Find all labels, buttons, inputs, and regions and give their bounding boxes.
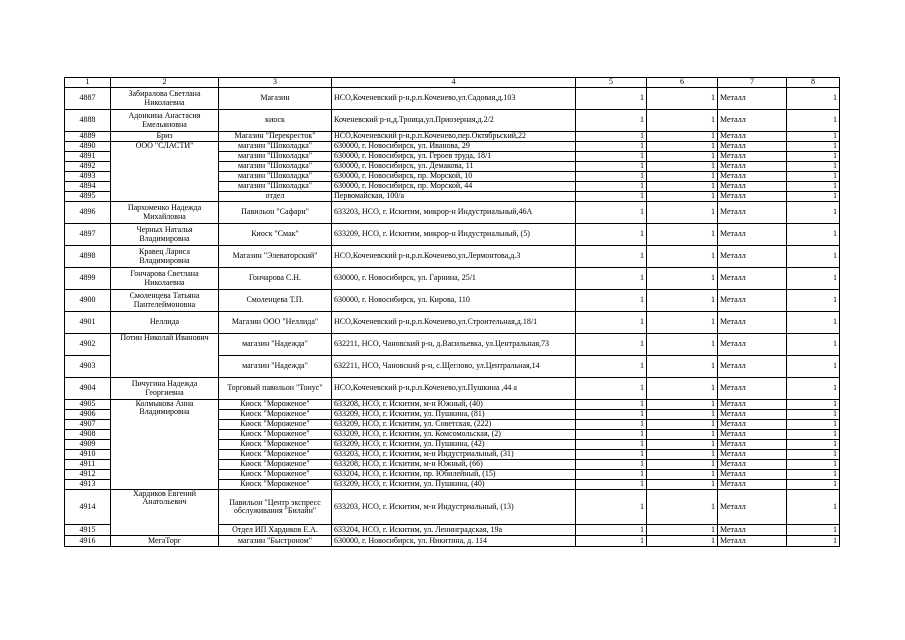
owner-cell: Смоленцева Татьяна Пантелеймоновна bbox=[111, 290, 219, 312]
count-cell: 1 bbox=[787, 192, 840, 202]
object-cell: Павильон "Центр экспресс обслуживания "Билайн" bbox=[219, 490, 332, 525]
count-cell: 1 bbox=[647, 110, 718, 132]
count-cell: 1 bbox=[576, 224, 647, 246]
address-cell: 630000, г. Новосибирск, ул. Героев труда, 18/1 bbox=[332, 152, 576, 162]
count-cell: 1 bbox=[576, 192, 647, 202]
count-cell: 1 bbox=[647, 356, 718, 378]
object-cell: магазин "Шоколадка" bbox=[219, 182, 332, 192]
material-cell: Металл bbox=[718, 378, 787, 400]
table-row bbox=[65, 334, 840, 356]
object-cell: Магазин bbox=[219, 88, 332, 110]
table-row bbox=[65, 400, 840, 410]
address-cell: 630000, г. Новосибирск, ул. Кирова, 110 bbox=[332, 290, 576, 312]
row-number-cell: 4909 bbox=[65, 440, 111, 450]
column-number-row bbox=[65, 78, 840, 88]
material-cell: Металл bbox=[718, 356, 787, 378]
count-cell: 1 bbox=[787, 202, 840, 224]
count-cell: 1 bbox=[647, 192, 718, 202]
row-number-cell: 4890 bbox=[65, 142, 111, 152]
count-cell: 1 bbox=[576, 88, 647, 110]
column-header: 1 bbox=[65, 78, 111, 88]
address-cell: 633204, НСО, г. Искитим, пр. Юбилейный, (15) bbox=[332, 470, 576, 480]
count-cell: 1 bbox=[647, 420, 718, 430]
owner-cell: Пархоменко Надежда Михайловна bbox=[111, 202, 219, 224]
count-cell: 1 bbox=[787, 400, 840, 410]
row-number-cell: 4887 bbox=[65, 88, 111, 110]
count-cell: 1 bbox=[787, 312, 840, 334]
count-cell: 1 bbox=[576, 400, 647, 410]
owner-cell: Черных Наталья Владимировна bbox=[111, 224, 219, 246]
object-cell: Киоск "Мороженое" bbox=[219, 450, 332, 460]
material-cell: Металл bbox=[718, 450, 787, 460]
owner-cell: Бриз bbox=[111, 132, 219, 142]
count-cell: 1 bbox=[576, 172, 647, 182]
count-cell: 1 bbox=[647, 162, 718, 172]
owner-cell: Забиралова Светлана Николаевна bbox=[111, 88, 219, 110]
table-row bbox=[65, 536, 840, 547]
count-cell: 1 bbox=[787, 460, 840, 470]
column-header: 6 bbox=[647, 78, 718, 88]
count-cell: 1 bbox=[576, 525, 647, 536]
material-cell: Металл bbox=[718, 490, 787, 525]
count-cell: 1 bbox=[787, 378, 840, 400]
address-cell: 633203, НСО, г. Искитим, м-н Индустриальный, (13) bbox=[332, 490, 576, 525]
object-cell: киоск bbox=[219, 110, 332, 132]
count-cell: 1 bbox=[647, 224, 718, 246]
row-number-cell: 4889 bbox=[65, 132, 111, 142]
table-row bbox=[65, 224, 840, 246]
count-cell: 1 bbox=[576, 480, 647, 490]
address-cell: Коченевский р-н,д.Троица,ул.Приозерная,д.2/2 bbox=[332, 110, 576, 132]
material-cell: Металл bbox=[718, 400, 787, 410]
table-row bbox=[65, 110, 840, 132]
material-cell: Металл bbox=[718, 132, 787, 142]
count-cell: 1 bbox=[787, 410, 840, 420]
row-number-cell: 4896 bbox=[65, 202, 111, 224]
address-cell: 633204, НСО, г. Искитим, ул. Ленинградская, 19а bbox=[332, 525, 576, 536]
count-cell: 1 bbox=[787, 268, 840, 290]
address-cell: 630000, г. Новосибирск, ул. Иванова, 29 bbox=[332, 142, 576, 152]
row-number-cell: 4891 bbox=[65, 152, 111, 162]
row-number-cell: 4902 bbox=[65, 334, 111, 356]
material-cell: Металл bbox=[718, 162, 787, 172]
object-cell: отдел bbox=[219, 192, 332, 202]
count-cell: 1 bbox=[576, 290, 647, 312]
count-cell: 1 bbox=[647, 142, 718, 152]
table-row bbox=[65, 246, 840, 268]
address-cell: 633209, НСО, г. Искитим, ул. Пушкина, (42) bbox=[332, 440, 576, 450]
count-cell: 1 bbox=[647, 410, 718, 420]
material-cell: Металл bbox=[718, 480, 787, 490]
owner-cell: Адонкина Анастасия Емельяновна bbox=[111, 110, 219, 132]
row-number-cell: 4903 bbox=[65, 356, 111, 378]
address-cell: 632211, НСО, Чановский р-н, с.Щеглово, ул.Центральная,14 bbox=[332, 356, 576, 378]
material-cell: Металл bbox=[718, 142, 787, 152]
count-cell: 1 bbox=[787, 88, 840, 110]
row-number-cell: 4900 bbox=[65, 290, 111, 312]
count-cell: 1 bbox=[647, 440, 718, 450]
table-row bbox=[65, 490, 840, 525]
owner-cell: Неллида bbox=[111, 312, 219, 334]
material-cell: Металл bbox=[718, 88, 787, 110]
table-body bbox=[65, 78, 840, 547]
address-cell: 630000, г. Новосибирск, ул. Демакова, 11 bbox=[332, 162, 576, 172]
material-cell: Металл bbox=[718, 290, 787, 312]
count-cell: 1 bbox=[787, 132, 840, 142]
count-cell: 1 bbox=[647, 132, 718, 142]
object-cell: Киоск "Мороженое" bbox=[219, 430, 332, 440]
table-row bbox=[65, 268, 840, 290]
object-cell: магазин "Шоколадка" bbox=[219, 152, 332, 162]
address-cell: НСО,Коченевский р-н,р.п.Коченево,ул.Садовая,д.103 bbox=[332, 88, 576, 110]
row-number-cell: 4914 bbox=[65, 490, 111, 525]
object-cell: Киоск "Смак" bbox=[219, 224, 332, 246]
owner-cell: ООО "СЛАСТИ" bbox=[111, 142, 219, 202]
count-cell: 1 bbox=[576, 246, 647, 268]
row-number-cell: 4913 bbox=[65, 480, 111, 490]
count-cell: 1 bbox=[787, 142, 840, 152]
object-cell: Киоск "Мороженое" bbox=[219, 420, 332, 430]
count-cell: 1 bbox=[787, 490, 840, 525]
owner-cell: Колмыкова Анна Владимировна bbox=[111, 400, 219, 490]
owner-cell: МегаТорг bbox=[111, 536, 219, 547]
object-cell: Киоск "Мороженое" bbox=[219, 470, 332, 480]
object-cell: Торговый павильон "Тонус" bbox=[219, 378, 332, 400]
count-cell: 1 bbox=[787, 172, 840, 182]
count-cell: 1 bbox=[576, 182, 647, 192]
object-cell: Киоск "Мороженое" bbox=[219, 440, 332, 450]
owner-cell: Кравец Лариса Владимировна bbox=[111, 246, 219, 268]
count-cell: 1 bbox=[787, 152, 840, 162]
count-cell: 1 bbox=[576, 420, 647, 430]
material-cell: Металл bbox=[718, 460, 787, 470]
count-cell: 1 bbox=[787, 536, 840, 547]
material-cell: Металл bbox=[718, 430, 787, 440]
address-cell: 632211, НСО, Чановский р-н, д.Васильевка, ул.Центральная,73 bbox=[332, 334, 576, 356]
table-row bbox=[65, 202, 840, 224]
object-cell: Киоск "Мороженое" bbox=[219, 460, 332, 470]
column-header: 3 bbox=[219, 78, 332, 88]
address-cell: 633209, НСО, г. Искитим, микрор-н Индустриальный, (5) bbox=[332, 224, 576, 246]
count-cell: 1 bbox=[787, 525, 840, 536]
row-number-cell: 4894 bbox=[65, 182, 111, 192]
count-cell: 1 bbox=[787, 430, 840, 440]
count-cell: 1 bbox=[787, 480, 840, 490]
spreadsheet-page bbox=[64, 77, 839, 547]
count-cell: 1 bbox=[787, 110, 840, 132]
count-cell: 1 bbox=[647, 536, 718, 547]
address-cell: 633208, НСО, г. Искитим, м-н Южный, (40) bbox=[332, 400, 576, 410]
count-cell: 1 bbox=[647, 182, 718, 192]
count-cell: 1 bbox=[787, 450, 840, 460]
address-cell: НСО,Коченевский р-н,р.п.Коченево,ул.Пушкина ,44 а bbox=[332, 378, 576, 400]
count-cell: 1 bbox=[576, 430, 647, 440]
row-number-cell: 4916 bbox=[65, 536, 111, 547]
row-number-cell: 4908 bbox=[65, 430, 111, 440]
material-cell: Металл bbox=[718, 334, 787, 356]
object-cell: Смоленцева Т.П. bbox=[219, 290, 332, 312]
count-cell: 1 bbox=[647, 202, 718, 224]
column-header: 2 bbox=[111, 78, 219, 88]
material-cell: Металл bbox=[718, 192, 787, 202]
count-cell: 1 bbox=[647, 88, 718, 110]
material-cell: Металл bbox=[718, 470, 787, 480]
count-cell: 1 bbox=[787, 162, 840, 172]
row-number-cell: 4888 bbox=[65, 110, 111, 132]
count-cell: 1 bbox=[576, 450, 647, 460]
count-cell: 1 bbox=[576, 312, 647, 334]
count-cell: 1 bbox=[576, 110, 647, 132]
address-cell: 633203, НСО, г. Искитим, м-н Индустриальный, (31) bbox=[332, 450, 576, 460]
row-number-cell: 4915 bbox=[65, 525, 111, 536]
count-cell: 1 bbox=[787, 246, 840, 268]
registry-table bbox=[64, 77, 840, 547]
row-number-cell: 4912 bbox=[65, 470, 111, 480]
material-cell: Металл bbox=[718, 224, 787, 246]
table-row bbox=[65, 88, 840, 110]
address-cell: НСО,Коченевский р-н,р.п.Коченево,пер.Октябрьский,22 bbox=[332, 132, 576, 142]
owner-cell: Пичугина Надежда Георгиевна bbox=[111, 378, 219, 400]
material-cell: Металл bbox=[718, 410, 787, 420]
address-cell: НСО,Коченевский р-н,р.п.Коченево,ул.Строительная,д.18/1 bbox=[332, 312, 576, 334]
object-cell: Гончарова С.Н. bbox=[219, 268, 332, 290]
count-cell: 1 bbox=[647, 246, 718, 268]
count-cell: 1 bbox=[787, 224, 840, 246]
material-cell: Металл bbox=[718, 440, 787, 450]
count-cell: 1 bbox=[787, 420, 840, 430]
count-cell: 1 bbox=[787, 470, 840, 480]
count-cell: 1 bbox=[787, 334, 840, 356]
object-cell: магазин "Надежда" bbox=[219, 334, 332, 356]
count-cell: 1 bbox=[647, 334, 718, 356]
count-cell: 1 bbox=[647, 470, 718, 480]
table-row bbox=[65, 142, 840, 152]
column-header: 4 bbox=[332, 78, 576, 88]
count-cell: 1 bbox=[647, 480, 718, 490]
count-cell: 1 bbox=[647, 450, 718, 460]
material-cell: Металл bbox=[718, 312, 787, 334]
address-cell: 633203, НСО, г. Искитим, микрор-н Индустриальный,46А bbox=[332, 202, 576, 224]
count-cell: 1 bbox=[787, 290, 840, 312]
count-cell: 1 bbox=[647, 312, 718, 334]
count-cell: 1 bbox=[647, 430, 718, 440]
column-header: 7 bbox=[718, 78, 787, 88]
count-cell: 1 bbox=[576, 132, 647, 142]
count-cell: 1 bbox=[576, 142, 647, 152]
count-cell: 1 bbox=[576, 356, 647, 378]
address-cell: 633209, НСО, г. Искитим, ул. Комсомольская, (2) bbox=[332, 430, 576, 440]
column-header: 8 bbox=[787, 78, 840, 88]
count-cell: 1 bbox=[647, 268, 718, 290]
material-cell: Металл bbox=[718, 268, 787, 290]
address-cell: 630000, г. Новосибирск, пр. Морской, 10 bbox=[332, 172, 576, 182]
table-row bbox=[65, 132, 840, 142]
object-cell: магазин "Надежда" bbox=[219, 356, 332, 378]
count-cell: 1 bbox=[647, 290, 718, 312]
count-cell: 1 bbox=[576, 162, 647, 172]
material-cell: Металл bbox=[718, 182, 787, 192]
object-cell: Магазин ООО "Неллида" bbox=[219, 312, 332, 334]
count-cell: 1 bbox=[787, 440, 840, 450]
table-row bbox=[65, 378, 840, 400]
object-cell: магазин "Шоколадка" bbox=[219, 172, 332, 182]
count-cell: 1 bbox=[647, 400, 718, 410]
row-number-cell: 4904 bbox=[65, 378, 111, 400]
count-cell: 1 bbox=[787, 356, 840, 378]
address-cell: 630000, г. Новосибирск, пр. Морской, 44 bbox=[332, 182, 576, 192]
count-cell: 1 bbox=[647, 460, 718, 470]
count-cell: 1 bbox=[576, 470, 647, 480]
count-cell: 1 bbox=[576, 202, 647, 224]
row-number-cell: 4910 bbox=[65, 450, 111, 460]
owner-cell: Потин Николай Иванович bbox=[111, 334, 219, 378]
count-cell: 1 bbox=[787, 182, 840, 192]
material-cell: Металл bbox=[718, 202, 787, 224]
count-cell: 1 bbox=[576, 440, 647, 450]
count-cell: 1 bbox=[576, 334, 647, 356]
object-cell: магазин "Быстроном" bbox=[219, 536, 332, 547]
count-cell: 1 bbox=[647, 490, 718, 525]
material-cell: Металл bbox=[718, 536, 787, 547]
row-number-cell: 4905 bbox=[65, 400, 111, 410]
material-cell: Металл bbox=[718, 172, 787, 182]
material-cell: Металл bbox=[718, 246, 787, 268]
object-cell: Киоск "Мороженое" bbox=[219, 480, 332, 490]
row-number-cell: 4897 bbox=[65, 224, 111, 246]
table-row bbox=[65, 312, 840, 334]
material-cell: Металл bbox=[718, 525, 787, 536]
row-number-cell: 4893 bbox=[65, 172, 111, 182]
count-cell: 1 bbox=[647, 378, 718, 400]
material-cell: Металл bbox=[718, 152, 787, 162]
count-cell: 1 bbox=[647, 525, 718, 536]
address-cell: 630000, г. Новосибирск, ул. Гарнина, 25/1 bbox=[332, 268, 576, 290]
row-number-cell: 4895 bbox=[65, 192, 111, 202]
row-number-cell: 4901 bbox=[65, 312, 111, 334]
object-cell: Киоск "Мороженое" bbox=[219, 410, 332, 420]
object-cell: магазин "Шоколадка" bbox=[219, 142, 332, 152]
owner-cell: Гончарова Светлана Николаевна bbox=[111, 268, 219, 290]
object-cell: Павильон "Сафари" bbox=[219, 202, 332, 224]
row-number-cell: 4892 bbox=[65, 162, 111, 172]
row-number-cell: 4906 bbox=[65, 410, 111, 420]
row-number-cell: 4899 bbox=[65, 268, 111, 290]
row-number-cell: 4898 bbox=[65, 246, 111, 268]
count-cell: 1 bbox=[647, 152, 718, 162]
owner-cell: Хардиков Евгений Анатольевич bbox=[111, 490, 219, 536]
count-cell: 1 bbox=[647, 172, 718, 182]
object-cell: Отдел ИП Хардиков Е.А. bbox=[219, 525, 332, 536]
address-cell: 633208, НСО, г. Искитим, м-н Южный, (66) bbox=[332, 460, 576, 470]
count-cell: 1 bbox=[576, 490, 647, 525]
count-cell: 1 bbox=[576, 460, 647, 470]
object-cell: Киоск "Мороженое" bbox=[219, 400, 332, 410]
count-cell: 1 bbox=[576, 410, 647, 420]
material-cell: Металл bbox=[718, 420, 787, 430]
row-number-cell: 4907 bbox=[65, 420, 111, 430]
material-cell: Металл bbox=[718, 110, 787, 132]
column-header: 5 bbox=[576, 78, 647, 88]
address-cell: 633209, НСО, г. Искитим, ул. Советская, (222) bbox=[332, 420, 576, 430]
row-number-cell: 4911 bbox=[65, 460, 111, 470]
count-cell: 1 bbox=[576, 268, 647, 290]
object-cell: Магазин "Элеваторский" bbox=[219, 246, 332, 268]
address-cell: НСО,Коченевский р-н,р.п.Коченево,ул.Лермонтова,д.3 bbox=[332, 246, 576, 268]
count-cell: 1 bbox=[576, 378, 647, 400]
address-cell: 633209, НСО, г. Искитим, ул. Пушкина, (81) bbox=[332, 410, 576, 420]
count-cell: 1 bbox=[576, 536, 647, 547]
object-cell: магазин "Шоколадка" bbox=[219, 162, 332, 172]
address-cell: 630000, г. Новосибирск, ул. Никитина, д. 114 bbox=[332, 536, 576, 547]
address-cell: 633209, НСО, г. Искитим, ул. Пушкина, (40) bbox=[332, 480, 576, 490]
object-cell: Магазин "Перекресток" bbox=[219, 132, 332, 142]
table-row bbox=[65, 290, 840, 312]
address-cell: Первомайская, 100/а bbox=[332, 192, 576, 202]
count-cell: 1 bbox=[576, 152, 647, 162]
